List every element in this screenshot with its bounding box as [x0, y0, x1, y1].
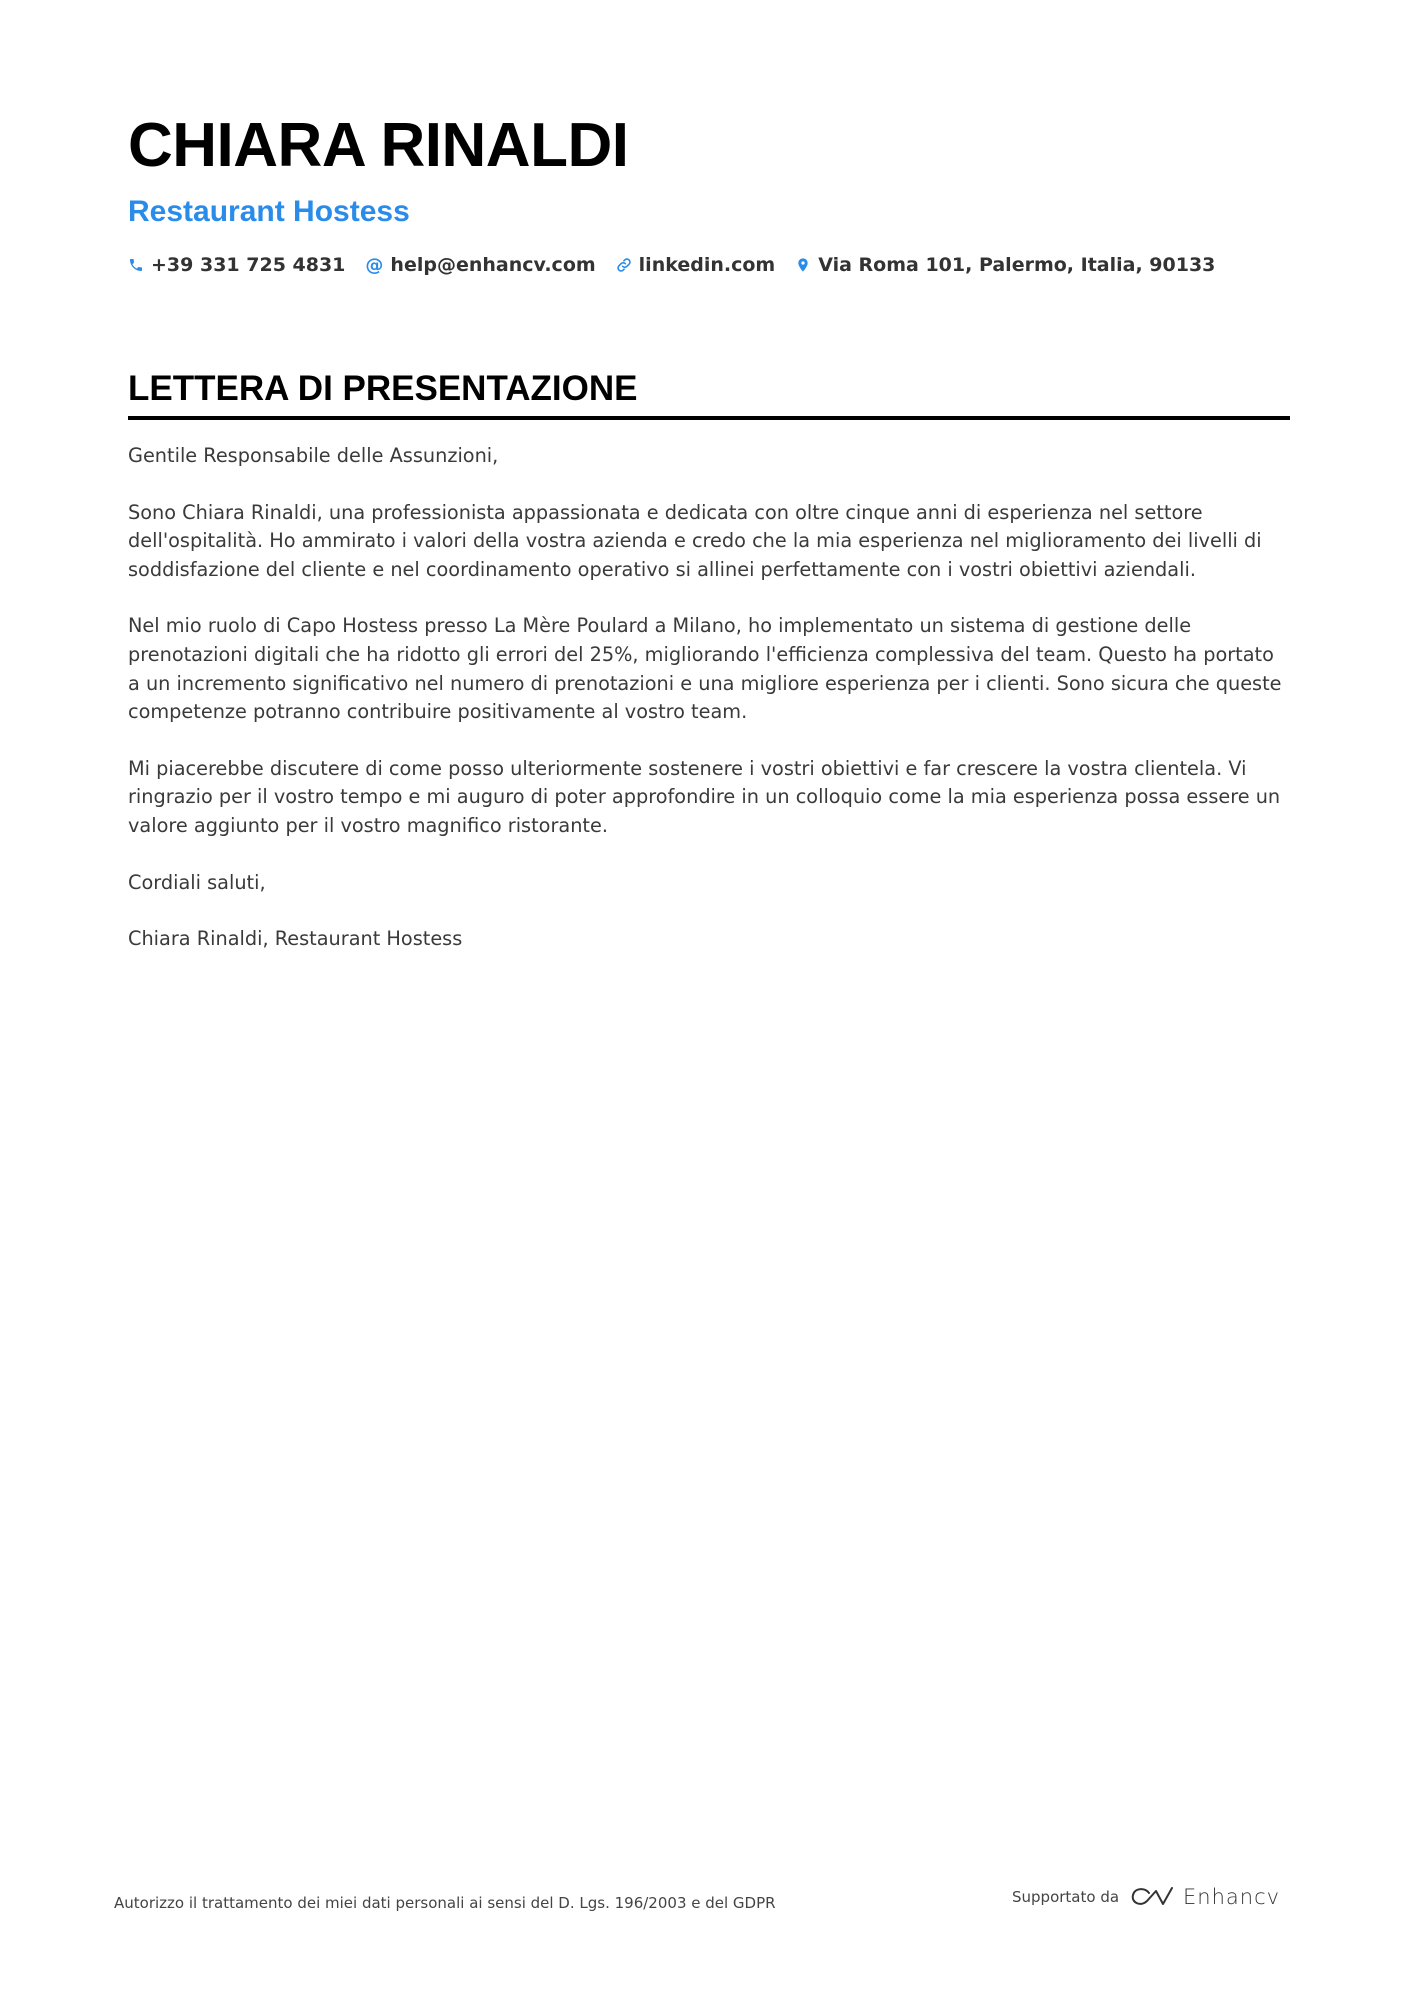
powered-by[interactable] — [1012, 1884, 1280, 1910]
letter-signature: Chiara Rinaldi, Restaurant Hostess — [128, 927, 463, 951]
letter-closing: Cordiali saluti, — [128, 870, 266, 894]
website-text: linkedin.com — [638, 254, 776, 276]
candidate-name: CHIARA RINALDI — [128, 111, 629, 180]
enhancv-logo-icon — [1129, 1884, 1175, 1910]
privacy-consent: Autorizzo il trattamento dei miei dati personali ai sensi del D. Lgs. 196/2003 e del GDPR — [114, 1894, 776, 1912]
contact-bar — [128, 254, 1288, 276]
candidate-role: Restaurant Hostess — [128, 195, 410, 228]
at-icon: @ — [365, 254, 384, 276]
brand-name: Enhancv — [1183, 1885, 1281, 1909]
letter-paragraph: Mi piacerebbe discutere di come posso ulteriormente sostenere i vostri obiettivi e far crescere la vostra clientela. Vi ringrazio per il vostro tempo e mi auguro di poter approfondire in un colloquio come la mia esperienza possa essere un valore aggiunto per il vostro magnifico ristorante. — [128, 756, 1281, 837]
cover-letter-section — [128, 368, 1290, 982]
phone-text: +39 331 725 4831 — [151, 254, 346, 276]
header — [128, 108, 1288, 276]
powered-by-label: Supportato da — [1012, 1888, 1120, 1906]
contact-website[interactable] — [616, 254, 776, 276]
contact-phone[interactable] — [128, 254, 345, 276]
section-title: LETTERA DI PRESENTAZIONE — [128, 368, 1290, 420]
letter-greeting: Gentile Responsabile delle Assunzioni, — [128, 444, 499, 467]
contact-address — [795, 254, 1215, 276]
link-icon — [616, 257, 632, 273]
letter-paragraph: Sono Chiara Rinaldi, una professionista appassionata e dedicata con oltre cinque anni di esperienza nel settore dell'ospitalità. Ho ammirato i valori della vostra azienda e credo che la mia esperienza nel miglioramento dei livelli di soddisfazione del cliente e nel coordinamento operativo si allinei perfettamente con i vostri obiettivi aziendali. — [128, 500, 1262, 581]
location-pin-icon — [795, 257, 811, 273]
contact-email[interactable] — [365, 254, 595, 276]
phone-icon — [128, 257, 144, 273]
address-text: Via Roma 101, Palermo, Italia, 90133 — [818, 254, 1216, 276]
letter-body — [128, 442, 1290, 954]
email-text: help@enhancv.com — [390, 254, 596, 276]
letter-paragraph: Nel mio ruolo di Capo Hostess presso La Mère Poulard a Milano, ho implementato un sistema di gestione delle prenotazioni digitali che ha ridotto gli errori del 25%, migliorando l'efficienza complessiva del team. Questo ha portato a un incremento significativo nel numero di prenotazioni e una migliore esperienza per i clienti. Sono sicura che queste competenze potranno contribuire positivamente al vostro team. — [128, 614, 1282, 724]
